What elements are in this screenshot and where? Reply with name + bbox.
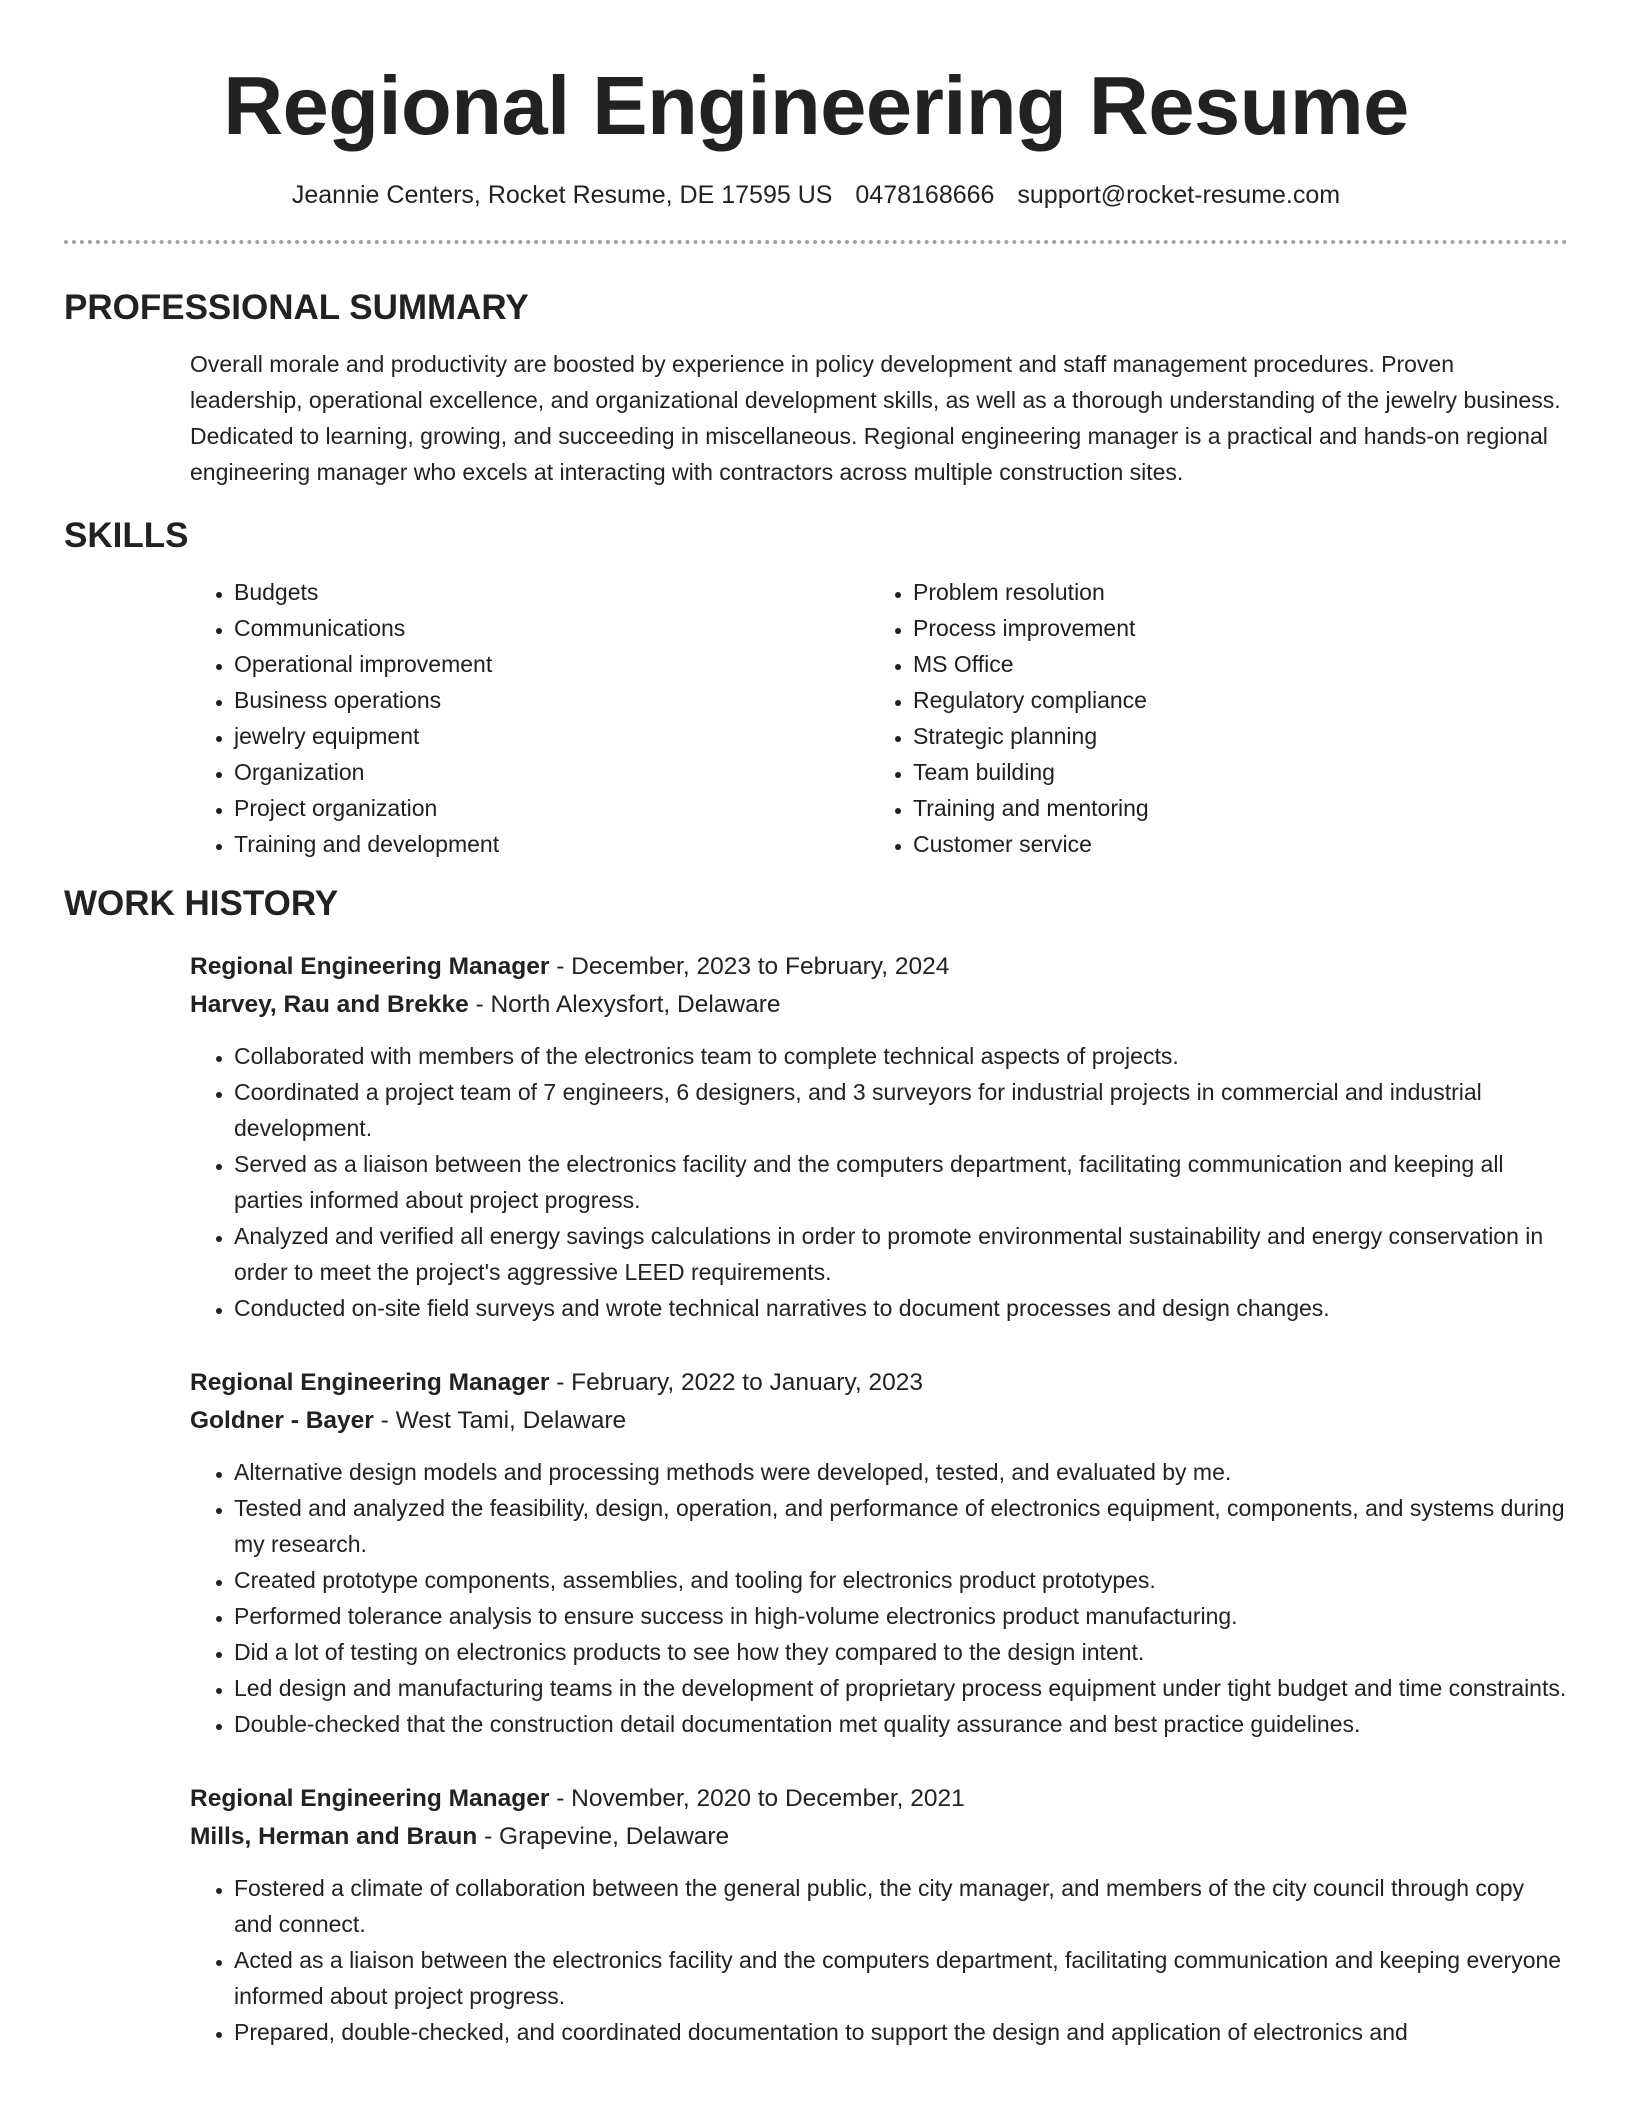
contact-line	[64, 180, 1568, 210]
skill-item: • Team building	[913, 754, 1548, 790]
job-bullet: • Double-checked that the construction detail documentation met quality assurance and best practice guidelines.	[234, 1706, 1568, 1742]
resume-page	[64, 0, 1568, 2050]
job-company-line	[190, 1402, 1568, 1440]
skill-item: • Project organization	[234, 790, 869, 826]
job-bullet: • Fostered a climate of collaboration between the general public, the city manager, and members of the city council through copy and connect.	[234, 1870, 1568, 1942]
job-location: - West Tami, Delaware	[373, 1407, 627, 1434]
job-company-line	[190, 986, 1568, 1024]
contact-email: support@rocket-resume.com	[1017, 181, 1341, 209]
job-bullets	[190, 1454, 1568, 1742]
job-bullet: • Conducted on-site field surveys and wrote technical narratives to document processes and design changes.	[234, 1290, 1568, 1326]
job-bullets	[190, 1870, 1568, 2050]
job-bullet: • Prepared, double-checked, and coordinated documentation to support the design and application of electronics and	[234, 2014, 1568, 2050]
summary-heading: PROFESSIONAL SUMMARY	[64, 288, 529, 327]
skill-item: • jewelry equipment	[234, 718, 869, 754]
resume-title: Regional Engineering Resume	[223, 59, 1409, 152]
skills-column-left	[190, 574, 869, 862]
contact-phone: 0478168666	[855, 181, 995, 209]
job-bullet: • Tested and analyzed the feasibility, design, operation, and performance of electronics equipment, components, and systems during my research.	[234, 1490, 1568, 1562]
header-divider	[64, 240, 1568, 244]
job-title-line	[190, 1364, 1568, 1402]
job-location: - North Alexysfort, Delaware	[468, 991, 781, 1018]
skill-item: • Training and mentoring	[913, 790, 1548, 826]
job-bullet: • Served as a liaison between the electronics facility and the computers department, facilitating communication and keeping all parties informed about project progress.	[234, 1146, 1568, 1218]
work-history-heading: WORK HISTORY	[64, 884, 339, 923]
job-title: Regional Engineering Manager	[190, 1785, 550, 1812]
skill-item: • Customer service	[913, 826, 1548, 862]
skills-heading: SKILLS	[64, 516, 189, 555]
skill-item: • Problem resolution	[913, 574, 1548, 610]
job-bullet: • Alternative design models and processing methods were developed, tested, and evaluated by me.	[234, 1454, 1568, 1490]
job-bullet: • Did a lot of testing on electronics products to see how they compared to the design intent.	[234, 1634, 1568, 1670]
job-bullet: • Analyzed and verified all energy savings calculations in order to promote environmental sustainability and energy conservation in order to meet the project's aggressive LEED requirements.	[234, 1218, 1568, 1290]
job-title: Regional Engineering Manager	[190, 953, 550, 980]
job-title-line	[190, 948, 1568, 986]
skill-item: • Budgets	[234, 574, 869, 610]
job-bullet: • Coordinated a project team of 7 engineers, 6 designers, and 3 surveyors for industrial projects in commercial and industrial development.	[234, 1074, 1568, 1146]
job-dates: - February, 2022 to January, 2023	[549, 1369, 924, 1396]
skill-item: • Process improvement	[913, 610, 1548, 646]
summary-text: Overall morale and productivity are boosted by experience in policy development and staff management procedures. Proven leadership, operational excellence, and organizational development skills, as well as a thorough understanding of the jewelry business. Dedicated to learning, growing, and succeeding in miscellaneous. Regional engineering manager is a practical and hands-on regional engineering manager who excels at interacting with contractors across multiple construction sites.	[190, 351, 1561, 485]
job-entry	[190, 948, 1568, 1326]
job-dates: - December, 2023 to February, 2024	[549, 953, 950, 980]
job-title-line	[190, 1780, 1568, 1818]
work-history-list	[64, 948, 1568, 2050]
job-company: Harvey, Rau and Brekke	[190, 991, 469, 1018]
skill-item: • Operational improvement	[234, 646, 869, 682]
job-location: - Grapevine, Delaware	[477, 1823, 730, 1850]
job-bullets	[190, 1038, 1568, 1326]
job-title: Regional Engineering Manager	[190, 1369, 550, 1396]
skill-item: • Regulatory compliance	[913, 682, 1548, 718]
skill-item: • MS Office	[913, 646, 1548, 682]
job-company: Goldner - Bayer	[190, 1407, 374, 1434]
job-bullet: • Created prototype components, assemblies, and tooling for electronics product prototypes.	[234, 1562, 1568, 1598]
job-bullet: • Performed tolerance analysis to ensure success in high-volume electronics product manufacturing.	[234, 1598, 1568, 1634]
skills-column-right	[869, 574, 1548, 862]
skill-item: • Business operations	[234, 682, 869, 718]
job-company-line	[190, 1818, 1568, 1856]
job-company: Mills, Herman and Braun	[190, 1823, 478, 1850]
job-dates: - November, 2020 to December, 2021	[549, 1785, 965, 1812]
skill-item: • Training and development	[234, 826, 869, 862]
skills-list	[190, 574, 1568, 862]
contact-address: Jeannie Centers, Rocket Resume, DE 17595 US	[291, 181, 833, 209]
job-bullet: • Led design and manufacturing teams in the development of proprietary process equipment under tight budget and time constraints.	[234, 1670, 1568, 1706]
skill-item: • Organization	[234, 754, 869, 790]
skill-item: • Strategic planning	[913, 718, 1548, 754]
job-entry	[190, 1364, 1568, 1742]
job-entry	[190, 1780, 1568, 2050]
job-bullet: • Acted as a liaison between the electronics facility and the computers department, facilitating communication and keeping everyone informed about project progress.	[234, 1942, 1568, 2014]
job-bullet: • Collaborated with members of the electronics team to complete technical aspects of projects.	[234, 1038, 1568, 1074]
skill-item: • Communications	[234, 610, 869, 646]
